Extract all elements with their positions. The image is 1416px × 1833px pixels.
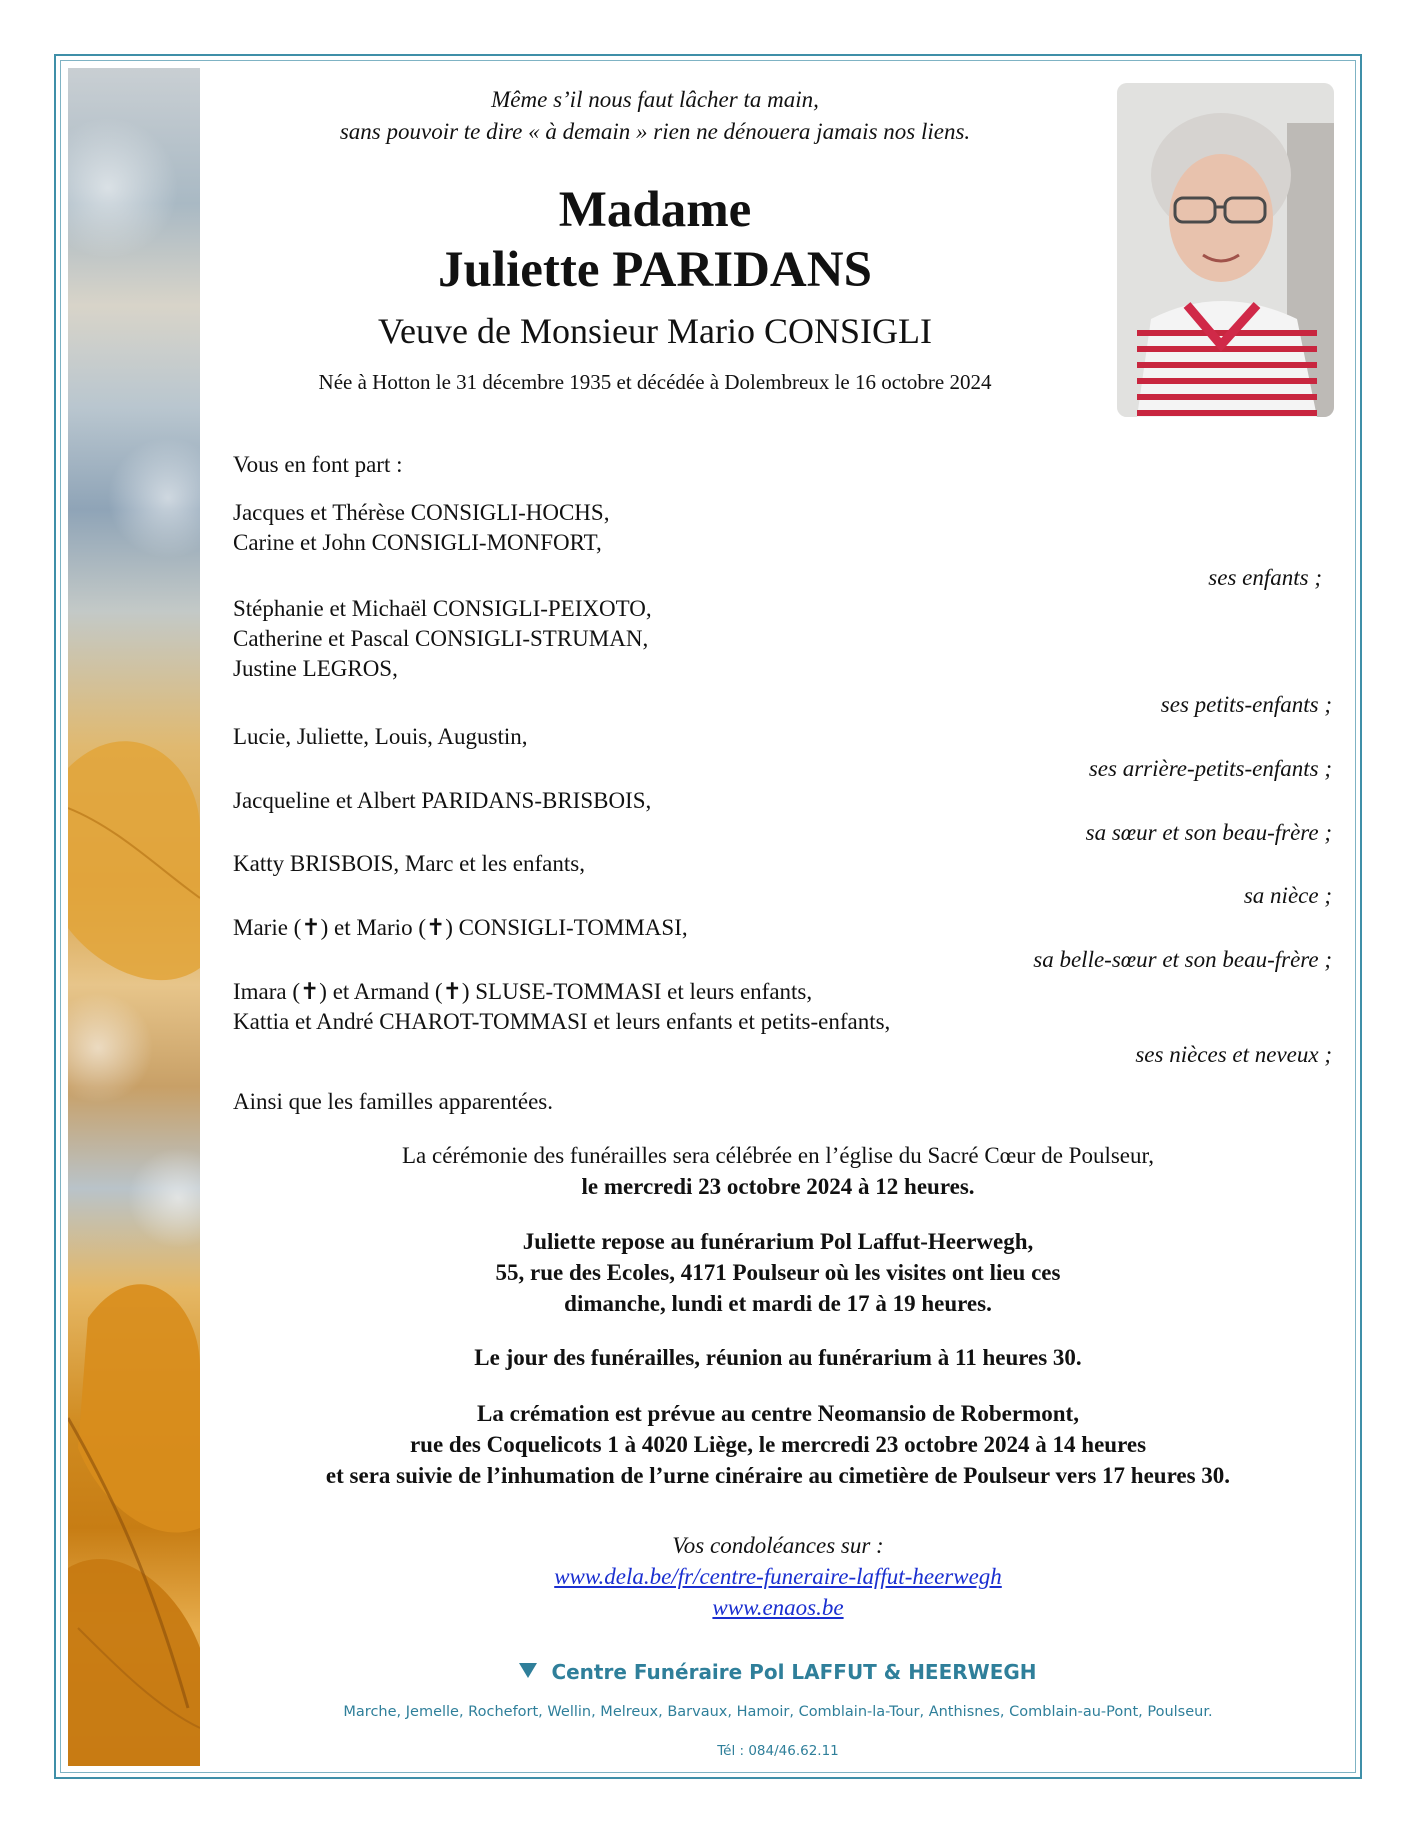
children-line-2: Carine et John CONSIGLI-MONFORT, <box>233 530 602 555</box>
grandchildren-label: ses petits-enfants ; <box>1160 692 1332 717</box>
nephews-label: ses nièces et neveux ; <box>1135 1042 1332 1067</box>
visitation-line-3: dimanche, lundi et mardi de 17 à 19 heures. <box>564 1291 992 1316</box>
sister-in-law-label: sa belle-sœur et son beau-frère ; <box>1033 947 1332 972</box>
children-label: ses enfants ; <box>1208 565 1322 590</box>
ceremony-line-2: le mercredi 23 octobre 2024 à 12 heures. <box>581 1174 975 1199</box>
triangle-down-icon <box>519 1663 537 1678</box>
grandchildren-line-3: Justine LEGROS, <box>233 656 398 681</box>
ceremony-line-1: La cérémonie des funérailles sera célébrée en l’église du Sacré Cœur de Poulseur, <box>401 1143 1154 1168</box>
cremation-line-2: rue des Coquelicots 1 à 4020 Liège, le mercredi 23 octobre 2024 à 14 heures <box>409 1432 1147 1457</box>
children-line-1: Jacques et Thérèse CONSIGLI-HOCHS, <box>233 500 610 525</box>
nephews-line-2: Kattia et André CHAROT-TOMMASI et leurs enfants et petits-enfants, <box>233 1009 891 1034</box>
sister-label: sa sœur et son beau-frère ; <box>1085 820 1332 845</box>
honorific: Madame <box>558 182 752 238</box>
autumn-leaves-image <box>68 68 200 1766</box>
cremation-line-3: et sera suivie de l’inhumation de l’urne cinéraire au cimetière de Poulseur vers 17 heures 30. <box>325 1463 1231 1488</box>
dela-link[interactable]: www.dela.be/fr/centre-funeraire-laffut-heerwegh <box>554 1564 1002 1589</box>
visitation-line-2: 55, rue des Ecoles, 4171 Poulseur où les visites ont lieu ces <box>495 1260 1061 1285</box>
meeting-line: Le jour des funérailles, réunion au funérarium à 11 heures 30. <box>474 1345 1082 1370</box>
sister-in-law-line: Marie (✝) et Mario (✝) CONSIGLI-TOMMASI, <box>233 915 688 940</box>
nephews-line-1: Imara (✝) et Armand (✝) SLUSE-TOMMASI et leurs enfants, <box>233 979 813 1004</box>
intro-text: Vous en font part : <box>233 452 403 477</box>
condolences-label: Vos condoléances sur : <box>672 1533 884 1558</box>
grandchildren-line-1: Stéphanie et Michaël CONSIGLI-PEIXOTO, <box>233 596 652 621</box>
portrait-photo <box>1117 83 1334 417</box>
spouse-line: Veuve de Monsieur Mario CONSIGLI <box>378 311 932 351</box>
birth-death-dates: Née à Hotton le 31 décembre 1935 et décédée à Dolembreux le 16 octobre 2024 <box>318 370 992 394</box>
cremation-line-1: La crémation est prévue au centre Neomansio de Robermont, <box>477 1401 1079 1426</box>
visitation-line-1: Juliette repose au funérarium Pol Laffut-Heerwegh, <box>522 1229 1034 1254</box>
great-grandchildren-line: Lucie, Juliette, Louis, Augustin, <box>233 724 528 749</box>
enaos-link[interactable]: www.enaos.be <box>712 1595 844 1620</box>
quote-line-2: sans pouvoir te dire « à demain » rien ne dénouera jamais nos liens. <box>339 119 971 144</box>
funeral-home-label: Centre Funéraire Pol LAFFUT & HEERWEGH <box>551 1660 1037 1684</box>
quote-line-1: Même s’il nous faut lâcher ta main, <box>491 87 819 112</box>
great-grandchildren-label: ses arrière-petits-enfants ; <box>1088 756 1332 781</box>
sister-line: Jacqueline et Albert PARIDANS-BRISBOIS, <box>233 788 652 813</box>
funeral-home-phone: Tél : 084/46.62.11 <box>717 1743 839 1759</box>
families-line: Ainsi que les familles apparentées. <box>233 1089 553 1114</box>
niece-line: Katty BRISBOIS, Marc et les enfants, <box>233 851 585 876</box>
funeral-home-name <box>200 1660 1356 1684</box>
grandchildren-line-2: Catherine et Pascal CONSIGLI-STRUMAN, <box>233 626 649 651</box>
funeral-home-towns: Marche, Jemelle, Rochefort, Wellin, Melreux, Barvaux, Hamoir, Comblain-la-Tour, Anthisnes, Comblain-au-Pont, Poulseur. <box>343 1704 1213 1720</box>
deceased-name: Juliette PARIDANS <box>438 242 872 298</box>
niece-label: sa nièce ; <box>1243 883 1332 908</box>
